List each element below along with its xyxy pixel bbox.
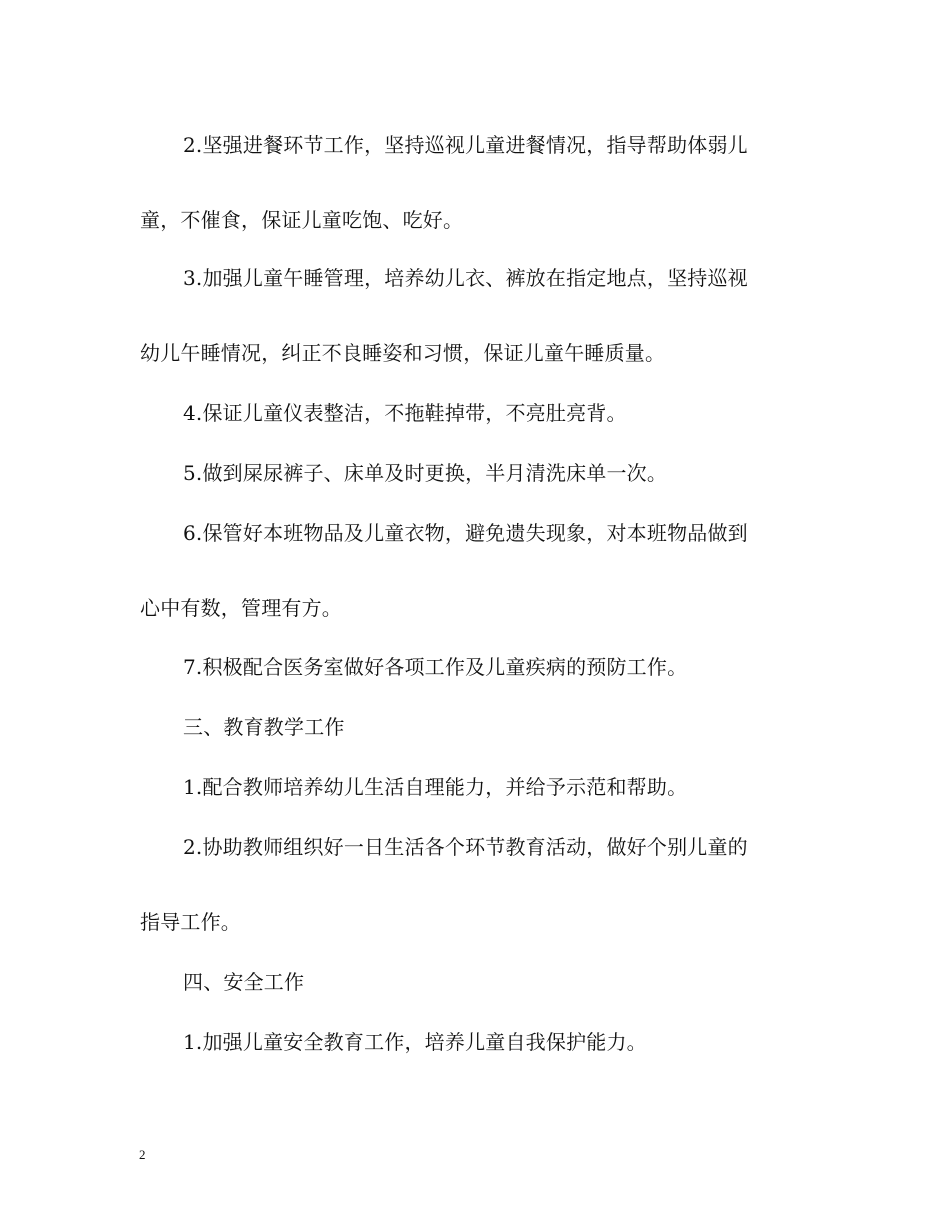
paragraph-line: 心中有数，管理有方。 [140,596,342,620]
paragraph-line: 童，不催食，保证儿童吃饱、吃好。 [140,208,464,232]
paragraph-line: 2.协助教师组织好一日生活各个环节教育活动，做好个别儿童的 [183,835,748,859]
paragraph-line: 7.积极配合医务室做好各项工作及儿童疾病的预防工作。 [183,655,688,679]
paragraph-line: 幼儿午睡情况，纠正不良睡姿和习惯，保证儿童午睡质量。 [140,341,666,365]
page-number: 2 [139,1147,146,1162]
paragraph-line: 指导工作。 [140,910,241,934]
paragraph-line: 3.加强儿童午睡管理，培养幼儿衣、裤放在指定地点，坚持巡视 [183,266,748,290]
section-heading: 三、教育教学工作 [183,715,345,739]
paragraph-line: 6.保管好本班物品及儿童衣物，避免遗失现象，对本班物品做到 [183,521,748,545]
paragraph-line: 1.加强儿童安全教育工作，培养儿童自我保护能力。 [183,1030,647,1054]
paragraph-line: 4.保证儿童仪表整洁，不拖鞋掉带，不亮肚亮背。 [183,401,627,425]
paragraph-line: 2.坚强进餐环节工作，坚持巡视儿童进餐情况，指导帮助体弱儿 [183,133,748,157]
paragraph-line: 5.做到屎尿裤子、床单及时更换，半月清洗床单一次。 [183,461,668,485]
paragraph-line: 1.配合教师培养幼儿生活自理能力，并给予示范和帮助。 [183,775,688,799]
section-heading: 四、安全工作 [183,970,305,994]
